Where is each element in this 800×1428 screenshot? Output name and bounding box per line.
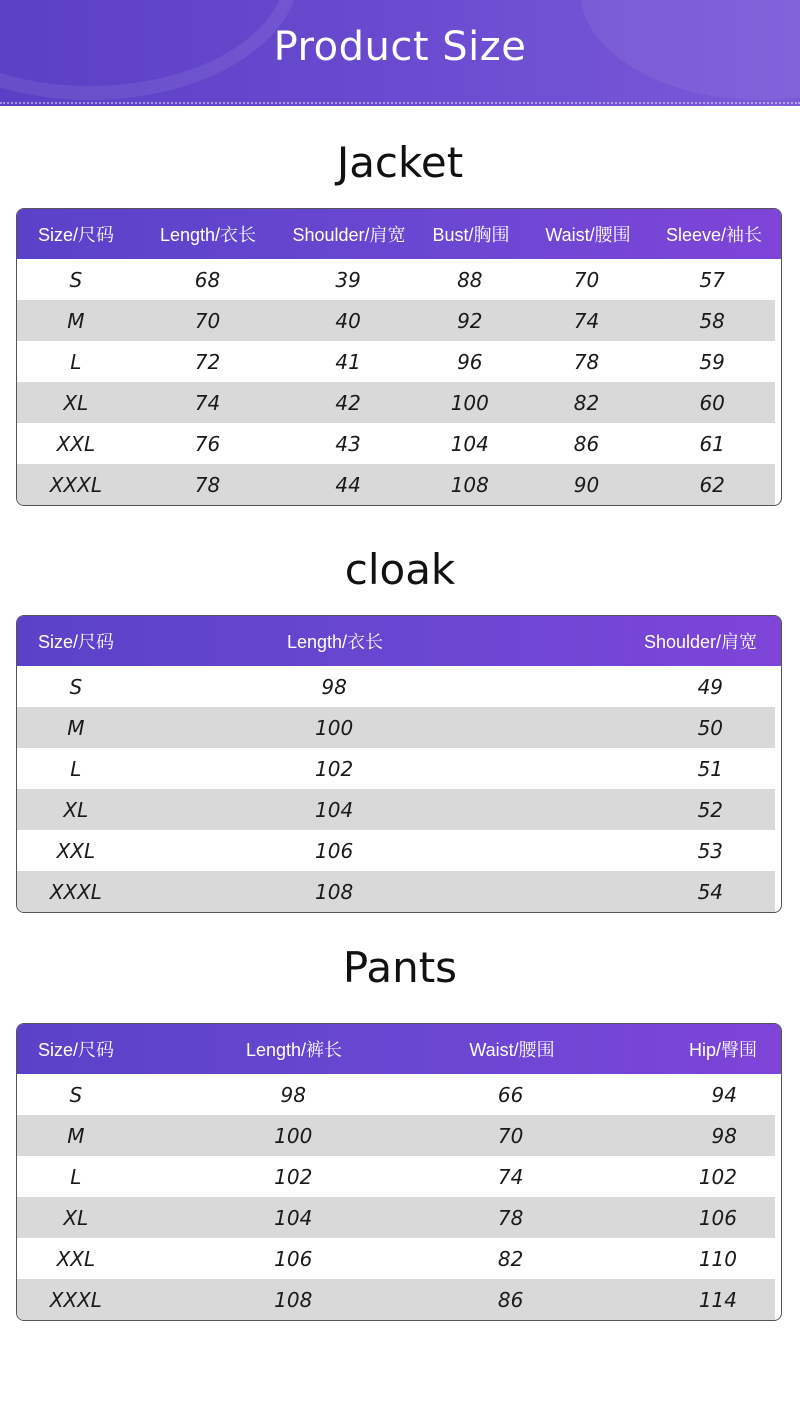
- table-row: [17, 259, 775, 300]
- length-cell: 106: [315, 838, 354, 863]
- sleeve-cell: 61: [699, 431, 725, 456]
- size-cell: XXL: [56, 838, 96, 863]
- length-cell: 108: [274, 1287, 313, 1312]
- header-shoulder: Shoulder/肩宽: [643, 632, 757, 652]
- header-bust: Bust/胸围: [432, 225, 510, 245]
- table-row: [17, 748, 775, 789]
- size-cell: XXXL: [49, 1287, 102, 1312]
- size-cell: S: [69, 1082, 83, 1107]
- waist-cell: 70: [573, 267, 600, 292]
- header-hip: Hip/臀围: [688, 1040, 757, 1060]
- header-shoulder: Shoulder/肩宽: [292, 225, 406, 245]
- waist-cell: 82: [497, 1246, 524, 1271]
- shoulder-cell: 39: [335, 267, 361, 292]
- hip-cell: 106: [698, 1205, 737, 1230]
- page-title: Product Size: [273, 24, 527, 70]
- size-cell: S: [69, 674, 83, 699]
- shoulder-cell: 42: [335, 390, 361, 415]
- length-cell: 100: [274, 1123, 313, 1148]
- waist-cell: 90: [573, 472, 600, 497]
- header-length: Length/衣长: [159, 225, 257, 245]
- waist-cell: 74: [573, 308, 600, 333]
- table-row: [17, 1074, 775, 1115]
- waist-cell: 78: [497, 1205, 524, 1230]
- table-row: [17, 341, 775, 382]
- shoulder-cell: 41: [335, 349, 361, 374]
- length-cell: 108: [315, 879, 354, 904]
- bust-cell: 108: [450, 472, 489, 497]
- length-cell: 98: [280, 1082, 306, 1107]
- length-cell: 102: [315, 756, 354, 781]
- header-banner: [0, 0, 800, 106]
- table-row: [17, 1197, 775, 1238]
- length-cell: 72: [194, 349, 221, 374]
- sleeve-cell: 60: [699, 390, 725, 415]
- size-cell: XXXL: [49, 879, 102, 904]
- jacket-size-table: [16, 208, 782, 506]
- table-row: [17, 830, 775, 871]
- shoulder-cell: 40: [335, 308, 361, 333]
- shoulder-cell: 49: [697, 674, 724, 699]
- length-cell: 102: [274, 1164, 313, 1189]
- waist-cell: 70: [497, 1123, 524, 1148]
- table-row: [17, 464, 775, 505]
- bust-cell: 104: [450, 431, 489, 456]
- hip-cell: 110: [698, 1246, 737, 1271]
- waist-cell: 74: [497, 1164, 524, 1189]
- pants-title: Pants: [342, 943, 458, 992]
- shoulder-cell: 53: [697, 838, 724, 863]
- table-row: [17, 1156, 775, 1197]
- hip-cell: 102: [698, 1164, 737, 1189]
- header-size: Size/尺码: [37, 632, 115, 652]
- header-size: Size/尺码: [37, 225, 115, 245]
- bust-cell: 88: [457, 267, 483, 292]
- shoulder-cell: 51: [697, 756, 724, 781]
- bust-cell: 92: [457, 308, 483, 333]
- hip-cell: 94: [711, 1082, 737, 1107]
- size-cell: M: [67, 1123, 85, 1148]
- size-cell: S: [69, 267, 83, 292]
- table-row: [17, 1279, 775, 1320]
- header-waist: Waist/腰围: [545, 225, 631, 245]
- table-row: [17, 382, 775, 423]
- size-cell: L: [70, 1164, 82, 1189]
- banner-dotted-line: [0, 102, 800, 104]
- jacket-title: Jacket: [336, 138, 464, 187]
- size-cell: M: [67, 308, 85, 333]
- table-row: [17, 1115, 775, 1156]
- length-cell: 106: [274, 1246, 313, 1271]
- size-cell: L: [70, 349, 82, 374]
- length-cell: 98: [321, 674, 347, 699]
- sleeve-cell: 59: [699, 349, 725, 374]
- header-length: Length/衣长: [286, 632, 384, 652]
- table-row: [17, 871, 775, 912]
- shoulder-cell: 54: [697, 879, 724, 904]
- table-row: [17, 707, 775, 748]
- size-cell: XXXL: [49, 472, 102, 497]
- header-size: Size/尺码: [37, 1040, 115, 1060]
- length-cell: 104: [274, 1205, 313, 1230]
- shoulder-cell: 43: [335, 431, 361, 456]
- length-cell: 76: [194, 431, 221, 456]
- table-header: [17, 1024, 781, 1074]
- length-cell: 78: [194, 472, 221, 497]
- cloak-title: cloak: [344, 545, 456, 594]
- table-row: [17, 789, 775, 830]
- waist-cell: 66: [497, 1082, 524, 1107]
- header-sleeve: Sleeve/袖长: [665, 225, 763, 245]
- size-cell: XL: [63, 1205, 89, 1230]
- size-cell: M: [67, 715, 85, 740]
- sleeve-cell: 58: [699, 308, 725, 333]
- length-cell: 70: [194, 308, 221, 333]
- shoulder-cell: 52: [697, 797, 724, 822]
- size-cell: XL: [63, 390, 89, 415]
- length-cell: 74: [194, 390, 221, 415]
- waist-cell: 78: [573, 349, 600, 374]
- hip-cell: 114: [698, 1287, 737, 1312]
- bust-cell: 96: [457, 349, 483, 374]
- waist-cell: 86: [497, 1287, 524, 1312]
- length-cell: 104: [315, 797, 354, 822]
- hip-cell: 98: [711, 1123, 737, 1148]
- size-cell: XL: [63, 797, 89, 822]
- size-cell: L: [70, 756, 82, 781]
- sleeve-cell: 57: [699, 267, 725, 292]
- waist-cell: 86: [573, 431, 600, 456]
- length-cell: 68: [194, 267, 221, 292]
- table-header: [17, 209, 781, 259]
- pants-size-table: [16, 1023, 782, 1321]
- header-waist: Waist/腰围: [469, 1040, 555, 1060]
- size-cell: XXL: [56, 1246, 96, 1271]
- header-length: Length/裤长: [245, 1040, 343, 1060]
- table-row: [17, 666, 775, 707]
- bust-cell: 100: [450, 390, 489, 415]
- waist-cell: 82: [573, 390, 600, 415]
- shoulder-cell: 44: [335, 472, 361, 497]
- table-row: [17, 300, 775, 341]
- table-row: [17, 423, 775, 464]
- length-cell: 100: [315, 715, 354, 740]
- shoulder-cell: 50: [697, 715, 724, 740]
- cloak-size-table: [16, 615, 782, 913]
- table-row: [17, 1238, 775, 1279]
- table-header: [17, 616, 781, 666]
- size-cell: XXL: [56, 431, 96, 456]
- sleeve-cell: 62: [699, 472, 725, 497]
